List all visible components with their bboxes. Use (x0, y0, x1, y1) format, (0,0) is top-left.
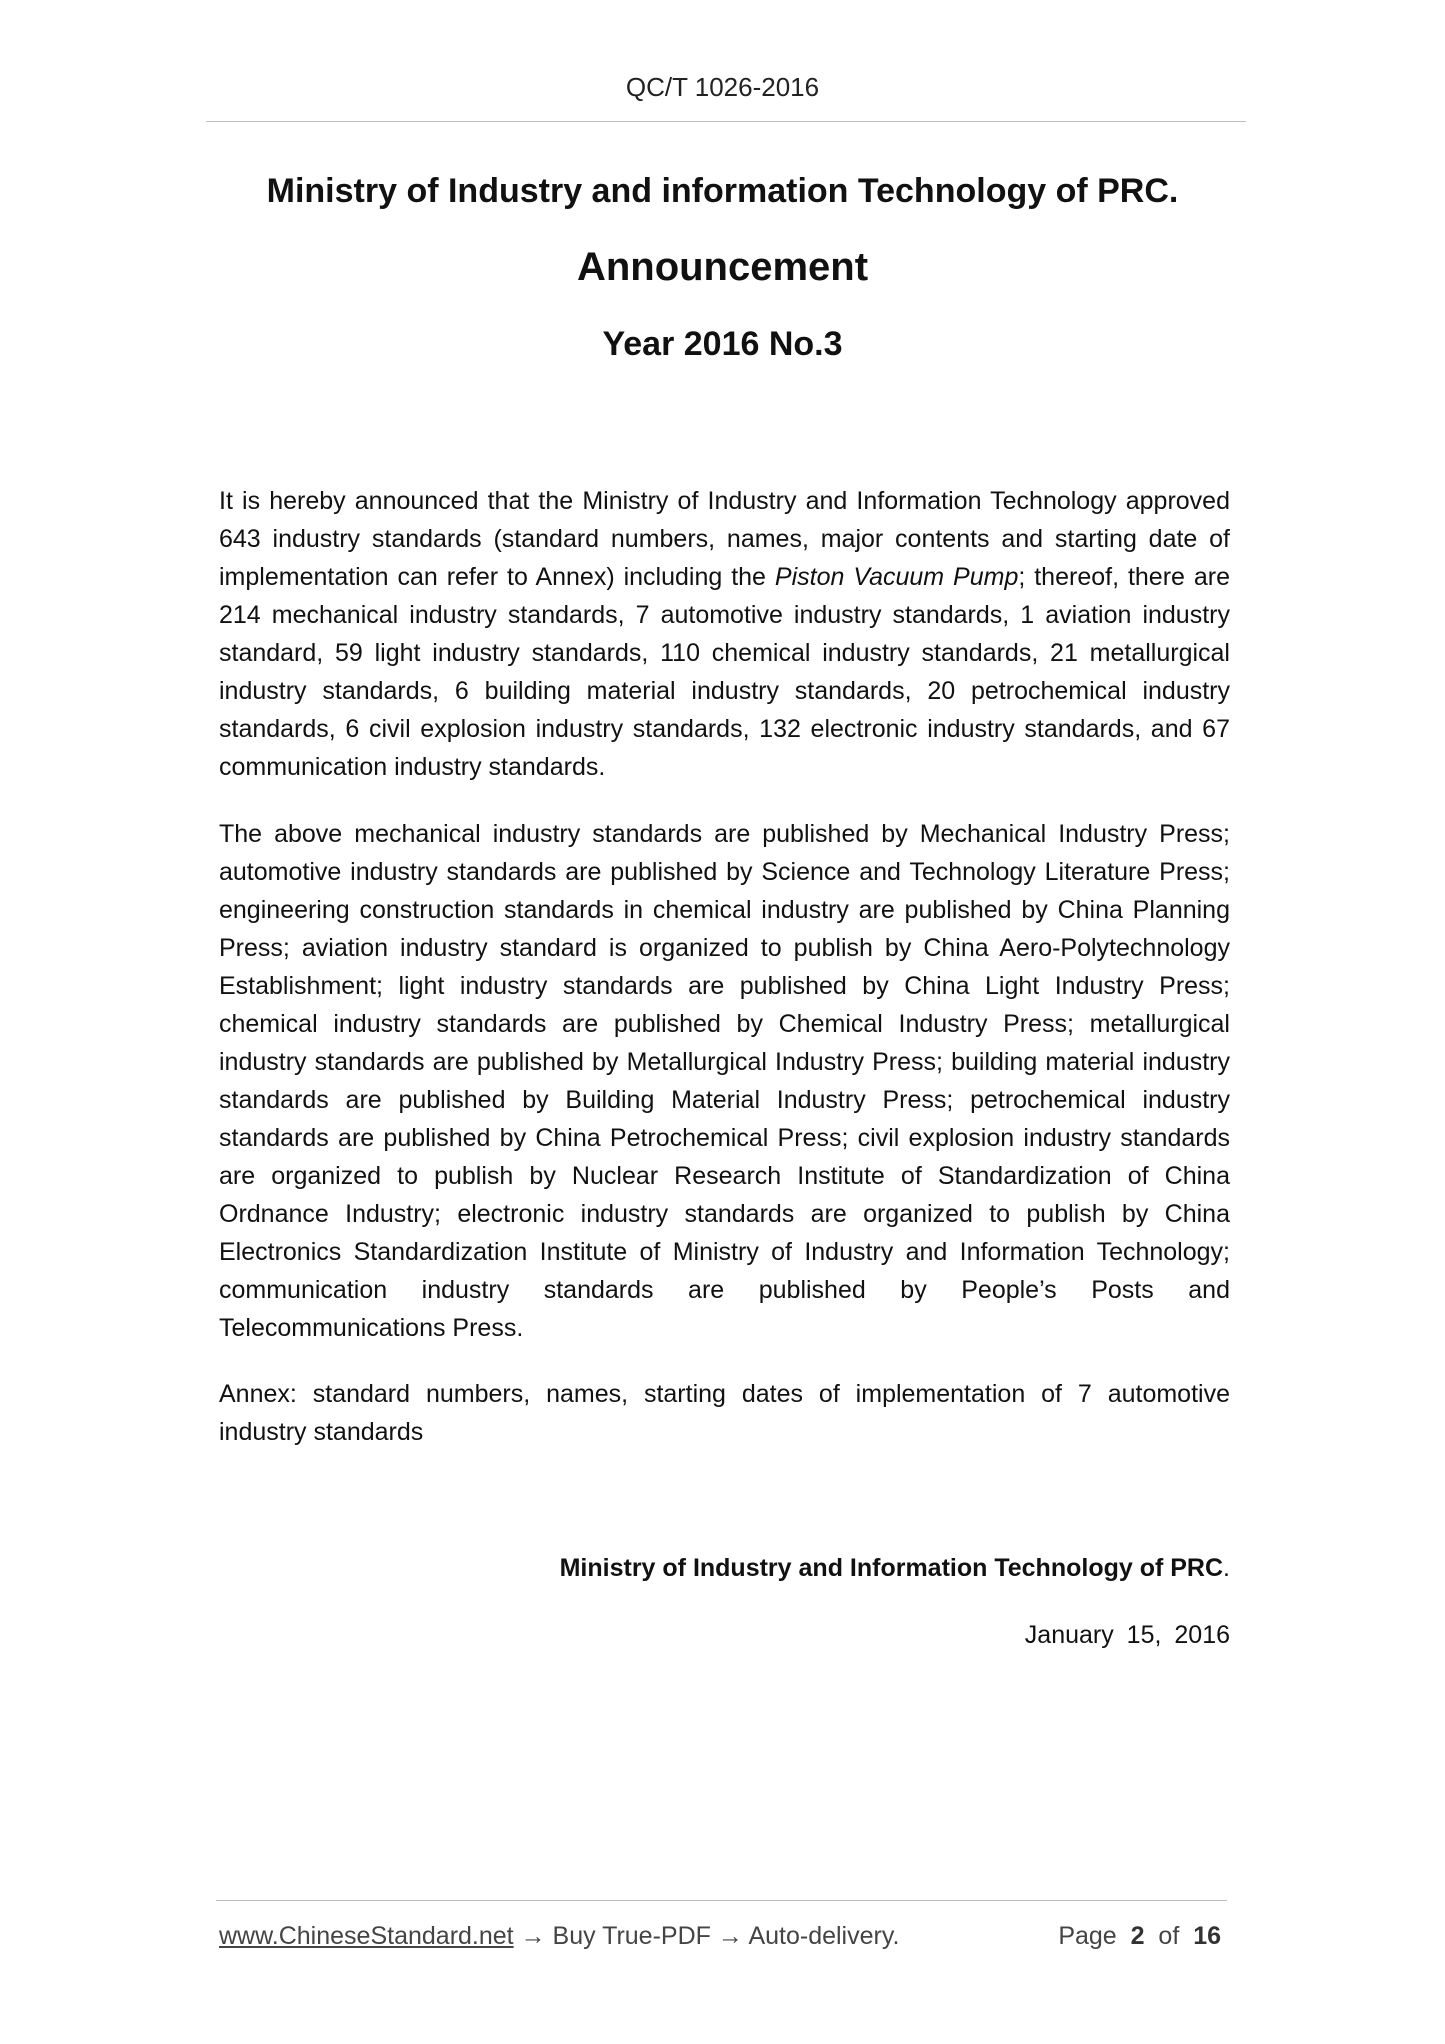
paragraph-annex: Annex: standard numbers, names, starting dates of implementation of 7 automotive industry standards (219, 1380, 1230, 1446)
footer-promo (219, 1922, 899, 1951)
buy-true-pdf-text: Buy True-PDF (552, 1922, 711, 1950)
page-total: 16 (1193, 1922, 1221, 1950)
arrow-right-icon: → (520, 1922, 546, 1950)
ministry-title: Ministry of Industry and information Technology of PRC. (266, 172, 1179, 210)
auto-delivery-text: Auto-delivery. (748, 1922, 900, 1950)
page-of-label: of (1158, 1922, 1180, 1950)
paragraph-announcement-end: ; thereof, there are 214 mechanical industry standards, 7 automotive industry standards, 1 aviation industry standard, 59 light industry standards, 110 chemical industry standards, 21 metallurgical industry standards, 6 building material industry standards, 20 petrochemical industry standards, 6 civil explosion industry standards, 132 electronic industry standards, and 67 communication industry standards. (219, 563, 1231, 781)
standard-name-italic: Piston Vacuum Pump (774, 563, 1019, 591)
website-link[interactable]: www.ChineseStandard.net (219, 1922, 514, 1950)
page-indicator (1058, 1922, 1221, 1951)
announcement-heading: Announcement (576, 245, 869, 289)
announcement-number: Year 2016 No.3 (602, 325, 843, 363)
paragraph-publishers: The above mechanical industry standards are published by Mechanical Industry Press; automotive industry standards are published by Science and Technology Literature Press; engineering construction standards in chemical industry are published by China Planning Press; aviation industry standard is organized to publish by China Aero-Polytechnology Establishment; light industry standards are published by China Light Industry Press; chemical industry standards are published by Chemical Industry Press; metallurgical industry standards are published by Metallurgical Industry Press; building material industry standards are published by Building Material Industry Press; petrochemical industry standards are published by China Petrochemical Press; civil explosion industry standards are organized to publish by Nuclear Research Institute of Standardization of China Ordnance Industry; electronic industry standards are organized to publish by China Electronics Standardization Institute of Ministry of Industry and Information Technology; communication industry standards are published by People’s Posts and Telecommunications Press. (219, 820, 1230, 1342)
signature-organization (560, 1554, 1230, 1583)
page-label: Page (1058, 1922, 1117, 1950)
signature-date: January 15, 2016 (1024, 1621, 1230, 1649)
signature-period: . (1223, 1554, 1230, 1582)
header-divider (206, 121, 1246, 122)
page-current: 2 (1130, 1922, 1145, 1950)
document-code: QC/T 1026-2016 (625, 72, 820, 102)
footer-divider (216, 1900, 1227, 1901)
paragraph-announcement (219, 482, 1230, 786)
arrow-right-icon: → (717, 1922, 743, 1950)
signature-organization-name: Ministry of Industry and Information Technology of PRC (559, 1554, 1224, 1582)
paragraph-announcement-start: It is hereby announced that the Ministry of Industry and Information Technology approved 643 industry standards (standard numbers, names, major contents and starting date of implementation can refer to Annex) including the (219, 487, 1230, 591)
